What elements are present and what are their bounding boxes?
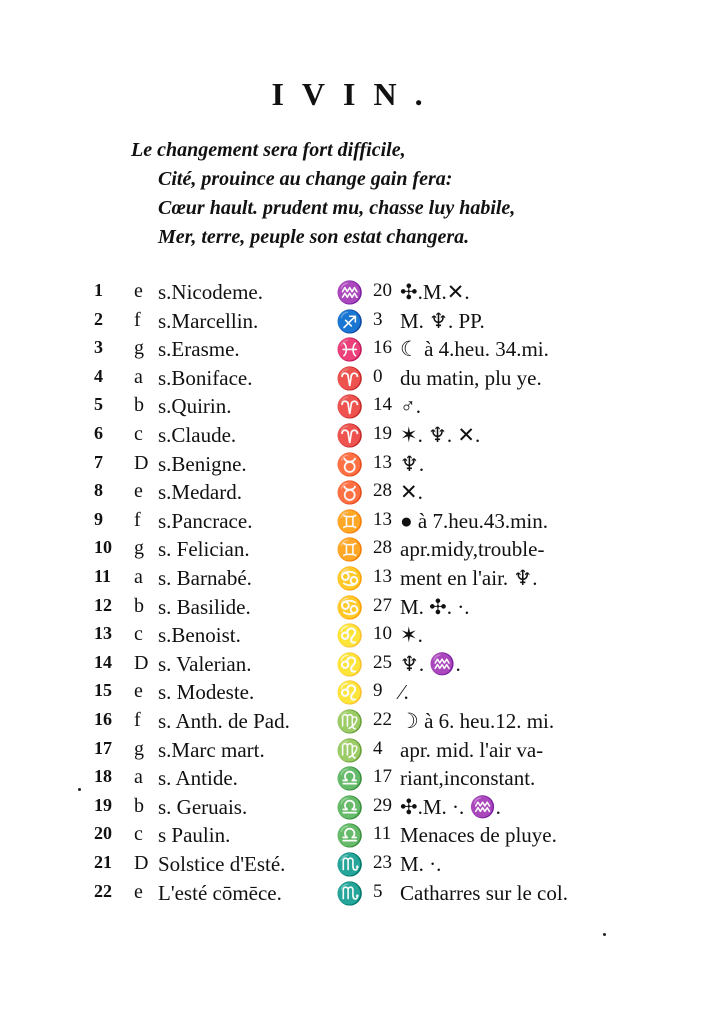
saint-name: s. Valerian. bbox=[158, 651, 252, 676]
dominical-letter: a bbox=[134, 766, 143, 789]
degree: 5 bbox=[373, 880, 383, 902]
day-number: 9 bbox=[94, 508, 103, 529]
zodiac-sign: ♎ bbox=[336, 794, 364, 820]
verse-line: Le changement sera fort difficile, bbox=[131, 139, 406, 161]
calendar-row bbox=[0, 795, 712, 823]
day-number: 14 bbox=[94, 651, 112, 672]
saint-name: s. Basilide. bbox=[158, 594, 251, 619]
zodiac-sign: ♈ bbox=[336, 423, 364, 448]
dominical-letter: b bbox=[134, 394, 144, 417]
dominical-letter: f bbox=[134, 709, 141, 731]
saint-name: L'esté cōmēce. bbox=[158, 880, 282, 905]
calendar-row bbox=[0, 423, 712, 451]
astro-note: ☽ à 6. heu.12. mi. bbox=[400, 709, 555, 733]
dominical-letter: e bbox=[134, 680, 143, 703]
zodiac-sign: ♐ bbox=[336, 308, 364, 334]
degree: 22 bbox=[373, 709, 392, 730]
day-number: 16 bbox=[94, 709, 112, 729]
saint-name: s.Claude. bbox=[158, 423, 237, 447]
degree: 14 bbox=[373, 394, 392, 416]
calendar-row bbox=[0, 309, 712, 337]
degree: 4 bbox=[373, 737, 383, 759]
astro-note: Menaces de pluye. bbox=[400, 823, 557, 848]
astro-note: ♆. ♒. bbox=[400, 651, 461, 676]
zodiac-sign: ♋ bbox=[336, 594, 364, 620]
astro-note: riant,inconstant. bbox=[400, 766, 536, 791]
dominical-letter: c bbox=[134, 823, 143, 846]
degree: 11 bbox=[373, 823, 392, 845]
saint-name: s. Barnabé. bbox=[158, 566, 252, 590]
degree: 13 bbox=[373, 508, 392, 530]
degree: 20 bbox=[373, 280, 392, 301]
day-number: 17 bbox=[94, 737, 112, 758]
day-number: 2 bbox=[94, 308, 103, 329]
dominical-letter: e bbox=[134, 480, 143, 503]
astro-note: ☾ à 4.heu. 34.mi. bbox=[400, 337, 549, 362]
dominical-letter: b bbox=[134, 794, 144, 817]
degree: 16 bbox=[373, 337, 392, 359]
degree: 13 bbox=[373, 451, 392, 473]
calendar-row bbox=[0, 452, 712, 480]
zodiac-sign: ♌ bbox=[336, 651, 364, 677]
dominical-letter: D bbox=[134, 852, 149, 874]
zodiac-sign: ♉ bbox=[336, 480, 364, 506]
astro-note: ✶. ♆. ✕. bbox=[400, 423, 481, 447]
astro-note: ● à 7.heu.43.min. bbox=[400, 508, 548, 533]
day-number: 19 bbox=[94, 794, 112, 815]
astro-note: apr.midy,trouble- bbox=[400, 537, 545, 562]
astro-note: du matin, plu ye. bbox=[400, 365, 542, 390]
calendar-row bbox=[0, 537, 712, 565]
calendar-row bbox=[0, 509, 712, 537]
dominical-letter: e bbox=[134, 280, 143, 302]
dominical-letter: f bbox=[134, 308, 141, 331]
day-number: 22 bbox=[94, 880, 112, 901]
dominical-letter: a bbox=[134, 365, 143, 388]
zodiac-sign: ♍ bbox=[336, 737, 364, 763]
ink-speck bbox=[603, 933, 606, 936]
degree: 3 bbox=[373, 308, 383, 330]
degree: 19 bbox=[373, 423, 392, 444]
calendar-row bbox=[0, 652, 712, 680]
day-number: 3 bbox=[94, 337, 103, 358]
calendar-row bbox=[0, 566, 712, 594]
degree: 23 bbox=[373, 852, 392, 873]
degree: 29 bbox=[373, 794, 392, 816]
saint-name: s.Medard. bbox=[158, 480, 242, 505]
astro-note: ✕. bbox=[400, 480, 423, 505]
saint-name: s. Antide. bbox=[158, 766, 238, 791]
degree: 27 bbox=[373, 594, 392, 616]
degree: 0 bbox=[373, 365, 383, 387]
calendar-row bbox=[0, 366, 712, 394]
dominical-letter: f bbox=[134, 508, 141, 531]
saint-name: s.Erasme. bbox=[158, 337, 240, 362]
day-number: 4 bbox=[94, 365, 103, 386]
zodiac-sign: ♌ bbox=[336, 680, 364, 706]
dominical-letter: D bbox=[134, 651, 149, 674]
saint-name: s.Marc mart. bbox=[158, 737, 265, 762]
astro-note: apr. mid. l'air va- bbox=[400, 737, 544, 762]
calendar-row bbox=[0, 480, 712, 508]
calendar-row bbox=[0, 623, 712, 651]
dominical-letter: b bbox=[134, 594, 144, 617]
saint-name: s. Felician. bbox=[158, 537, 250, 562]
astro-note: ment en l'air. ♆. bbox=[400, 566, 538, 590]
calendar-row bbox=[0, 394, 712, 422]
zodiac-sign: ♌ bbox=[336, 623, 364, 649]
calendar-row bbox=[0, 823, 712, 851]
degree: 17 bbox=[373, 766, 392, 788]
astro-note: M. ·. bbox=[400, 852, 442, 876]
saint-name: s. Anth. de Pad. bbox=[158, 709, 290, 733]
zodiac-sign: ♈ bbox=[336, 394, 364, 420]
astro-note: ♂. bbox=[400, 394, 421, 419]
dominical-letter: g bbox=[134, 337, 144, 360]
zodiac-sign: ♏ bbox=[336, 880, 364, 906]
day-number: 18 bbox=[94, 766, 112, 787]
ink-speck bbox=[78, 788, 81, 791]
astro-note: Catharres sur le col. bbox=[400, 880, 568, 905]
zodiac-sign: ♈ bbox=[336, 365, 364, 391]
zodiac-sign: ♍ bbox=[336, 709, 364, 734]
day-number: 7 bbox=[94, 451, 103, 472]
verse-line: Mer, terre, peuple son estat changera. bbox=[158, 226, 470, 248]
degree: 13 bbox=[373, 566, 392, 587]
saint-name: s.Benoist. bbox=[158, 623, 241, 648]
zodiac-sign: ♊ bbox=[336, 508, 364, 534]
degree: 28 bbox=[373, 537, 392, 559]
zodiac-sign: ♓ bbox=[336, 337, 364, 363]
saint-name: s.Benigne. bbox=[158, 451, 247, 476]
month-title: IVIN. bbox=[271, 76, 441, 112]
astro-note: ✶. bbox=[400, 623, 423, 648]
day-number: 12 bbox=[94, 594, 112, 615]
dominical-letter: c bbox=[134, 423, 143, 445]
day-number: 15 bbox=[94, 680, 112, 701]
calendar-row bbox=[0, 852, 712, 880]
astro-note: ✣.M.✕. bbox=[400, 280, 470, 304]
calendar-row bbox=[0, 709, 712, 737]
astro-note: M. ♆. PP. bbox=[400, 308, 485, 333]
day-number: 6 bbox=[94, 423, 103, 443]
day-number: 5 bbox=[94, 394, 103, 415]
saint-name: s.Boniface. bbox=[158, 365, 253, 390]
degree: 10 bbox=[373, 623, 392, 645]
calendar-row bbox=[0, 766, 712, 794]
day-number: 21 bbox=[94, 852, 112, 872]
saint-name: s.Marcellin. bbox=[158, 308, 259, 333]
calendar-row bbox=[0, 595, 712, 623]
saint-name: s.Pancrace. bbox=[158, 508, 253, 533]
zodiac-sign: ♎ bbox=[336, 823, 364, 849]
day-number: 13 bbox=[94, 623, 112, 644]
calendar-row bbox=[0, 738, 712, 766]
day-number: 11 bbox=[94, 566, 112, 586]
dominical-letter: D bbox=[134, 451, 149, 474]
day-number: 1 bbox=[94, 280, 103, 300]
dominical-letter: g bbox=[134, 537, 144, 560]
saint-name: s Paulin. bbox=[158, 823, 231, 848]
zodiac-sign: ♎ bbox=[336, 766, 364, 792]
dominical-letter: c bbox=[134, 623, 143, 646]
saint-name: s.Nicodeme. bbox=[158, 280, 263, 304]
saint-name: Solstice d'Esté. bbox=[158, 852, 286, 876]
astro-note: ♆. bbox=[400, 451, 425, 476]
saint-name: s.Quirin. bbox=[158, 394, 232, 419]
calendar-row bbox=[0, 680, 712, 708]
zodiac-sign: ♋ bbox=[336, 566, 364, 591]
zodiac-sign: ♉ bbox=[336, 451, 364, 477]
zodiac-sign: ♒ bbox=[336, 280, 364, 305]
dominical-letter: g bbox=[134, 737, 144, 760]
verse-line: Cœur hault. prudent mu, chasse luy habile, bbox=[158, 197, 516, 219]
degree: 9 bbox=[373, 680, 383, 702]
calendar-row bbox=[0, 881, 712, 909]
day-number: 20 bbox=[94, 823, 112, 844]
degree: 28 bbox=[373, 480, 392, 502]
dominical-letter: e bbox=[134, 880, 143, 903]
verse-line: Cité, prouince au change gain fera: bbox=[158, 168, 453, 190]
calendar-row bbox=[0, 337, 712, 365]
day-number: 10 bbox=[94, 537, 112, 558]
zodiac-sign: ♊ bbox=[336, 537, 364, 563]
astro-note: ✣.M. ·. ♒. bbox=[400, 794, 501, 819]
dominical-letter: a bbox=[134, 566, 143, 588]
astro-note: M. ✣. ·. bbox=[400, 594, 470, 619]
degree: 25 bbox=[373, 651, 392, 673]
saint-name: s. Geruais. bbox=[158, 794, 248, 819]
calendar-row bbox=[0, 280, 712, 308]
astro-note: ⁄. bbox=[400, 680, 409, 705]
saint-name: s. Modeste. bbox=[158, 680, 255, 705]
day-number: 8 bbox=[94, 480, 103, 501]
zodiac-sign: ♏ bbox=[336, 852, 364, 877]
